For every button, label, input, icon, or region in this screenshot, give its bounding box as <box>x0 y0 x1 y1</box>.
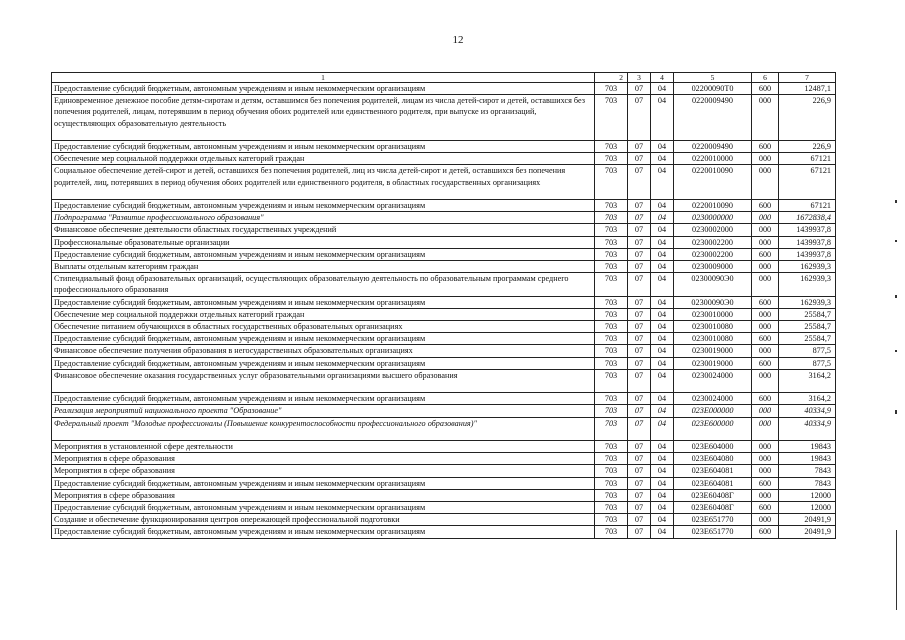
row-subsection-cell: 04 <box>651 321 674 333</box>
row-expense-type-cell: 600 <box>752 357 779 369</box>
budget-table <box>51 72 836 539</box>
row-amount-cell: 1439937,8 <box>779 248 836 260</box>
row-name-cell: Стипендиальный фонд образовательных организаций, осуществляющих образовательную деятельность по образовательным программам среднего профессионального образования <box>52 273 595 296</box>
row-name-cell: Предоставление субсидий бюджетным, автономным учреждениям и иным некоммерческим организациям <box>52 526 595 538</box>
row-subsection-cell: 04 <box>651 502 674 514</box>
row-expense-type-cell: 000 <box>752 236 779 248</box>
row-target-article-cell: 0220010090 <box>674 200 752 212</box>
row-target-article-cell: 0220009490 <box>674 141 752 153</box>
row-section-cell: 07 <box>628 514 651 526</box>
row-expense-type-cell: 600 <box>752 248 779 260</box>
row-amount-cell: 25584,7 <box>779 333 836 345</box>
row-expense-type-cell: 000 <box>752 369 779 392</box>
table-row <box>52 502 836 514</box>
row-target-article-cell: 0230019000 <box>674 345 752 357</box>
page-number: 12 <box>452 34 464 46</box>
row-expense-type-cell: 000 <box>752 489 779 501</box>
row-ved-cell: 703 <box>595 345 628 357</box>
row-amount-cell: 3164,2 <box>779 369 836 392</box>
row-name-cell: Подпрограмма "Развитие профессионального образования" <box>52 212 595 224</box>
table-row <box>52 83 836 95</box>
row-section-cell: 07 <box>628 477 651 489</box>
row-name-cell: Предоставление субсидий бюджетным, автономным учреждениям и иным некоммерческим организациям <box>52 141 595 153</box>
row-ved-cell: 703 <box>595 273 628 296</box>
row-ved-cell: 703 <box>595 261 628 273</box>
row-target-article-cell: 023Е651770 <box>674 514 752 526</box>
row-section-cell: 07 <box>628 405 651 417</box>
row-expense-type-cell: 000 <box>752 465 779 477</box>
row-name-cell: Социальное обеспечение детей-сирот и детей, оставшихся без попечения родителей, лиц из числа детей-сирот и детей, оставшихся без попечения родителей, лиц, потерявших в период обучения обоих родителей или единственного родителя, в областных государственных организациях <box>52 165 595 200</box>
row-section-cell: 07 <box>628 333 651 345</box>
row-section-cell: 07 <box>628 83 651 95</box>
table-row <box>52 477 836 489</box>
row-section-cell: 07 <box>628 248 651 260</box>
row-section-cell: 07 <box>628 261 651 273</box>
row-name-cell: Обеспечение мер социальной поддержки отдельных категорий граждан <box>52 153 595 165</box>
header-row <box>52 73 836 83</box>
row-subsection-cell: 04 <box>651 95 674 141</box>
row-subsection-cell: 04 <box>651 212 674 224</box>
row-target-article-cell: 0230024000 <box>674 393 752 405</box>
row-name-cell: Предоставление субсидий бюджетным, автономным учреждениям и иным некоммерческим организациям <box>52 248 595 260</box>
row-section-cell: 07 <box>628 224 651 236</box>
row-amount-cell: 877,5 <box>779 345 836 357</box>
row-target-article-cell: 023Е604081 <box>674 477 752 489</box>
table-row <box>52 405 836 417</box>
table-row <box>52 200 836 212</box>
row-subsection-cell: 04 <box>651 369 674 392</box>
row-target-article-cell: 023Е600000 <box>674 417 752 440</box>
table-row <box>52 153 836 165</box>
row-section-cell: 07 <box>628 236 651 248</box>
row-target-article-cell: 0230009000 <box>674 261 752 273</box>
row-ved-cell: 703 <box>595 296 628 308</box>
row-name-cell: Единовременное денежное пособие детям-сиротам и детям, оставшимся без попечения родителей, лицам из числа детей-сирот и детей, оставшихся без попечения родителей, лицам, потерявшим в период обучения обоих родителей или единственного родителя, при выпуске из организаций, осуществляющих образовательную деятельность <box>52 95 595 141</box>
header-cell: 4 <box>651 73 674 83</box>
table-row <box>52 514 836 526</box>
row-expense-type-cell: 000 <box>752 165 779 200</box>
row-name-cell: Финансовое обеспечение оказания государственных услуг образовательными организациями высшего образования <box>52 369 595 392</box>
row-ved-cell: 703 <box>595 465 628 477</box>
row-ved-cell: 703 <box>595 212 628 224</box>
row-section-cell: 07 <box>628 441 651 453</box>
row-expense-type-cell: 600 <box>752 83 779 95</box>
row-section-cell: 07 <box>628 95 651 141</box>
row-section-cell: 07 <box>628 165 651 200</box>
row-amount-cell: 25584,7 <box>779 308 836 320</box>
row-section-cell: 07 <box>628 153 651 165</box>
row-name-cell: Финансовое обеспечение деятельности областных государственных учреждений <box>52 224 595 236</box>
row-name-cell: Предоставление субсидий бюджетным, автономным учреждениям и иным некоммерческим организациям <box>52 296 595 308</box>
row-ved-cell: 703 <box>595 224 628 236</box>
row-amount-cell: 3164,2 <box>779 393 836 405</box>
row-target-article-cell: 0230024000 <box>674 369 752 392</box>
row-ved-cell: 703 <box>595 333 628 345</box>
row-subsection-cell: 04 <box>651 308 674 320</box>
row-expense-type-cell: 600 <box>752 502 779 514</box>
row-ved-cell: 703 <box>595 95 628 141</box>
row-section-cell: 07 <box>628 465 651 477</box>
row-target-article-cell: 0230002200 <box>674 236 752 248</box>
row-ved-cell: 703 <box>595 153 628 165</box>
row-ved-cell: 703 <box>595 308 628 320</box>
row-expense-type-cell: 000 <box>752 417 779 440</box>
row-ved-cell: 703 <box>595 489 628 501</box>
row-amount-cell: 67121 <box>779 200 836 212</box>
row-subsection-cell: 04 <box>651 261 674 273</box>
row-ved-cell: 703 <box>595 321 628 333</box>
row-subsection-cell: 04 <box>651 514 674 526</box>
row-expense-type-cell: 000 <box>752 261 779 273</box>
row-expense-type-cell: 600 <box>752 393 779 405</box>
table-row <box>52 261 836 273</box>
row-expense-type-cell: 000 <box>752 273 779 296</box>
row-expense-type-cell: 000 <box>752 514 779 526</box>
row-subsection-cell: 04 <box>651 489 674 501</box>
row-target-article-cell: 0230019000 <box>674 357 752 369</box>
row-amount-cell: 162939,3 <box>779 296 836 308</box>
row-amount-cell: 1439937,8 <box>779 224 836 236</box>
row-ved-cell: 703 <box>595 248 628 260</box>
row-name-cell: Финансовое обеспечение получения образования в негосударственных образовательных организациях <box>52 345 595 357</box>
row-subsection-cell: 04 <box>651 200 674 212</box>
table-row <box>52 465 836 477</box>
row-amount-cell: 162939,3 <box>779 261 836 273</box>
table-row <box>52 141 836 153</box>
row-name-cell: Предоставление субсидий бюджетным, автономным учреждениям и иным некоммерческим организациям <box>52 477 595 489</box>
row-expense-type-cell: 000 <box>752 441 779 453</box>
row-section-cell: 07 <box>628 417 651 440</box>
row-expense-type-cell: 000 <box>752 345 779 357</box>
header-cell: 6 <box>752 73 779 83</box>
row-expense-type-cell: 600 <box>752 477 779 489</box>
row-ved-cell: 703 <box>595 453 628 465</box>
table-row <box>52 417 836 440</box>
row-ved-cell: 703 <box>595 477 628 489</box>
table-row <box>52 526 836 538</box>
row-expense-type-cell: 600 <box>752 200 779 212</box>
row-name-cell: Предоставление субсидий бюджетным, автономным учреждениям и иным некоммерческим организациям <box>52 357 595 369</box>
row-amount-cell: 19843 <box>779 453 836 465</box>
row-target-article-cell: 02200090Т0 <box>674 83 752 95</box>
row-subsection-cell: 04 <box>651 357 674 369</box>
row-section-cell: 07 <box>628 357 651 369</box>
table-row <box>52 296 836 308</box>
row-ved-cell: 703 <box>595 526 628 538</box>
row-section-cell: 07 <box>628 141 651 153</box>
row-expense-type-cell: 600 <box>752 141 779 153</box>
row-amount-cell: 226,9 <box>779 141 836 153</box>
row-ved-cell: 703 <box>595 393 628 405</box>
row-amount-cell: 7843 <box>779 477 836 489</box>
row-section-cell: 07 <box>628 200 651 212</box>
row-section-cell: 07 <box>628 369 651 392</box>
row-target-article-cell: 02300090Э0 <box>674 296 752 308</box>
table-row <box>52 224 836 236</box>
row-expense-type-cell: 600 <box>752 296 779 308</box>
row-target-article-cell: 023Е60408Г <box>674 489 752 501</box>
table-row <box>52 212 836 224</box>
row-name-cell: Предоставление субсидий бюджетным, автономным учреждениям и иным некоммерческим организациям <box>52 502 595 514</box>
row-ved-cell: 703 <box>595 405 628 417</box>
row-ved-cell: 703 <box>595 141 628 153</box>
table-row <box>52 345 836 357</box>
row-section-cell: 07 <box>628 526 651 538</box>
row-target-article-cell: 0230002000 <box>674 224 752 236</box>
row-subsection-cell: 04 <box>651 453 674 465</box>
row-target-article-cell: 0220010000 <box>674 153 752 165</box>
row-name-cell: Федеральный проект "Молодые профессионалы (Повышение конкурентоспособности профессионального образования)" <box>52 417 595 440</box>
row-target-article-cell: 02300090Э0 <box>674 273 752 296</box>
row-subsection-cell: 04 <box>651 141 674 153</box>
row-subsection-cell: 04 <box>651 153 674 165</box>
table-row <box>52 369 836 392</box>
row-subsection-cell: 04 <box>651 441 674 453</box>
row-expense-type-cell: 000 <box>752 308 779 320</box>
table-row <box>52 441 836 453</box>
row-section-cell: 07 <box>628 345 651 357</box>
row-amount-cell: 67121 <box>779 165 836 200</box>
row-section-cell: 07 <box>628 273 651 296</box>
row-ved-cell: 703 <box>595 502 628 514</box>
row-subsection-cell: 04 <box>651 405 674 417</box>
row-subsection-cell: 04 <box>651 273 674 296</box>
row-expense-type-cell: 000 <box>752 224 779 236</box>
row-name-cell: Мероприятия в сфере образования <box>52 453 595 465</box>
row-target-article-cell: 0230000000 <box>674 212 752 224</box>
row-ved-cell: 703 <box>595 514 628 526</box>
row-name-cell: Предоставление субсидий бюджетным, автономным учреждениям и иным некоммерческим организациям <box>52 333 595 345</box>
row-amount-cell: 12000 <box>779 502 836 514</box>
row-name-cell: Мероприятия в сфере образования <box>52 465 595 477</box>
table-body <box>52 73 836 539</box>
table-row <box>52 165 836 200</box>
header-cell: 7 <box>779 73 836 83</box>
row-name-cell: Предоставление субсидий бюджетным, автономным учреждениям и иным некоммерческим организациям <box>52 200 595 212</box>
row-subsection-cell: 04 <box>651 333 674 345</box>
row-subsection-cell: 04 <box>651 83 674 95</box>
row-target-article-cell: 0230010080 <box>674 321 752 333</box>
row-subsection-cell: 04 <box>651 165 674 200</box>
row-target-article-cell: 023Е651770 <box>674 526 752 538</box>
row-section-cell: 07 <box>628 489 651 501</box>
row-subsection-cell: 04 <box>651 526 674 538</box>
table-row <box>52 273 836 296</box>
row-section-cell: 07 <box>628 393 651 405</box>
table-row <box>52 453 836 465</box>
table-row <box>52 248 836 260</box>
table-row <box>52 333 836 345</box>
row-amount-cell: 1672838,4 <box>779 212 836 224</box>
row-target-article-cell: 023Е604081 <box>674 465 752 477</box>
row-section-cell: 07 <box>628 296 651 308</box>
row-expense-type-cell: 000 <box>752 153 779 165</box>
row-target-article-cell: 023Е604080 <box>674 453 752 465</box>
row-name-cell: Мероприятия в сфере образования <box>52 489 595 501</box>
row-amount-cell: 7843 <box>779 465 836 477</box>
row-ved-cell: 703 <box>595 357 628 369</box>
row-target-article-cell: 023Е604000 <box>674 441 752 453</box>
row-amount-cell: 40334,9 <box>779 417 836 440</box>
row-amount-cell: 67121 <box>779 153 836 165</box>
row-amount-cell: 162939,3 <box>779 273 836 296</box>
row-subsection-cell: 04 <box>651 465 674 477</box>
row-ved-cell: 703 <box>595 165 628 200</box>
row-name-cell: Реализация мероприятий национального проекта "Образование" <box>52 405 595 417</box>
row-target-article-cell: 0230010080 <box>674 333 752 345</box>
row-target-article-cell: 0230010000 <box>674 308 752 320</box>
row-name-cell: Профессиональные образовательные организации <box>52 236 595 248</box>
row-section-cell: 07 <box>628 212 651 224</box>
scan-edge-marks <box>893 200 897 620</box>
row-subsection-cell: 04 <box>651 417 674 440</box>
row-subsection-cell: 04 <box>651 224 674 236</box>
row-section-cell: 07 <box>628 502 651 514</box>
row-amount-cell: 12000 <box>779 489 836 501</box>
row-name-cell: Выплаты отдельным категориям граждан <box>52 261 595 273</box>
row-subsection-cell: 04 <box>651 477 674 489</box>
row-amount-cell: 877,5 <box>779 357 836 369</box>
row-ved-cell: 703 <box>595 369 628 392</box>
table-row <box>52 321 836 333</box>
row-amount-cell: 25584,7 <box>779 321 836 333</box>
row-name-cell: Обеспечение питанием обучающихся в областных государственных образовательных организациях <box>52 321 595 333</box>
header-cell: 1 <box>52 73 595 83</box>
header-cell: 2 <box>595 73 628 83</box>
row-amount-cell: 20491,9 <box>779 526 836 538</box>
table-row <box>52 489 836 501</box>
row-expense-type-cell: 000 <box>752 405 779 417</box>
row-amount-cell: 12487,1 <box>779 83 836 95</box>
row-target-article-cell: 0230002200 <box>674 248 752 260</box>
row-expense-type-cell: 000 <box>752 95 779 141</box>
row-amount-cell: 226,9 <box>779 95 836 141</box>
row-subsection-cell: 04 <box>651 236 674 248</box>
row-subsection-cell: 04 <box>651 345 674 357</box>
row-expense-type-cell: 000 <box>752 212 779 224</box>
row-expense-type-cell: 600 <box>752 333 779 345</box>
row-ved-cell: 703 <box>595 83 628 95</box>
row-subsection-cell: 04 <box>651 393 674 405</box>
table-row <box>52 393 836 405</box>
row-target-article-cell: 0220009490 <box>674 95 752 141</box>
row-expense-type-cell: 600 <box>752 526 779 538</box>
row-section-cell: 07 <box>628 453 651 465</box>
row-name-cell: Предоставление субсидий бюджетным, автономным учреждениям и иным некоммерческим организациям <box>52 83 595 95</box>
row-ved-cell: 703 <box>595 417 628 440</box>
row-subsection-cell: 04 <box>651 296 674 308</box>
row-expense-type-cell: 000 <box>752 453 779 465</box>
header-cell: 3 <box>628 73 651 83</box>
row-target-article-cell: 023Е000000 <box>674 405 752 417</box>
row-amount-cell: 20491,9 <box>779 514 836 526</box>
row-ved-cell: 703 <box>595 200 628 212</box>
row-section-cell: 07 <box>628 321 651 333</box>
row-amount-cell: 40334,9 <box>779 405 836 417</box>
row-target-article-cell: 023Е60408Г <box>674 502 752 514</box>
table-row <box>52 357 836 369</box>
row-amount-cell: 1439937,8 <box>779 236 836 248</box>
row-name-cell: Мероприятия в установленной сфере деятельности <box>52 441 595 453</box>
header-cell: 5 <box>674 73 752 83</box>
row-target-article-cell: 0220010090 <box>674 165 752 200</box>
table-row <box>52 95 836 141</box>
table-row <box>52 236 836 248</box>
row-expense-type-cell: 000 <box>752 321 779 333</box>
row-ved-cell: 703 <box>595 236 628 248</box>
row-name-cell: Предоставление субсидий бюджетным, автономным учреждениям и иным некоммерческим организациям <box>52 393 595 405</box>
row-subsection-cell: 04 <box>651 248 674 260</box>
table-row <box>52 308 836 320</box>
row-section-cell: 07 <box>628 308 651 320</box>
row-name-cell: Создание и обеспечение функционирования центров опережающей профессиональной подготовки <box>52 514 595 526</box>
row-name-cell: Обеспечение мер социальной поддержки отдельных категорий граждан <box>52 308 595 320</box>
row-ved-cell: 703 <box>595 441 628 453</box>
row-amount-cell: 19843 <box>779 441 836 453</box>
